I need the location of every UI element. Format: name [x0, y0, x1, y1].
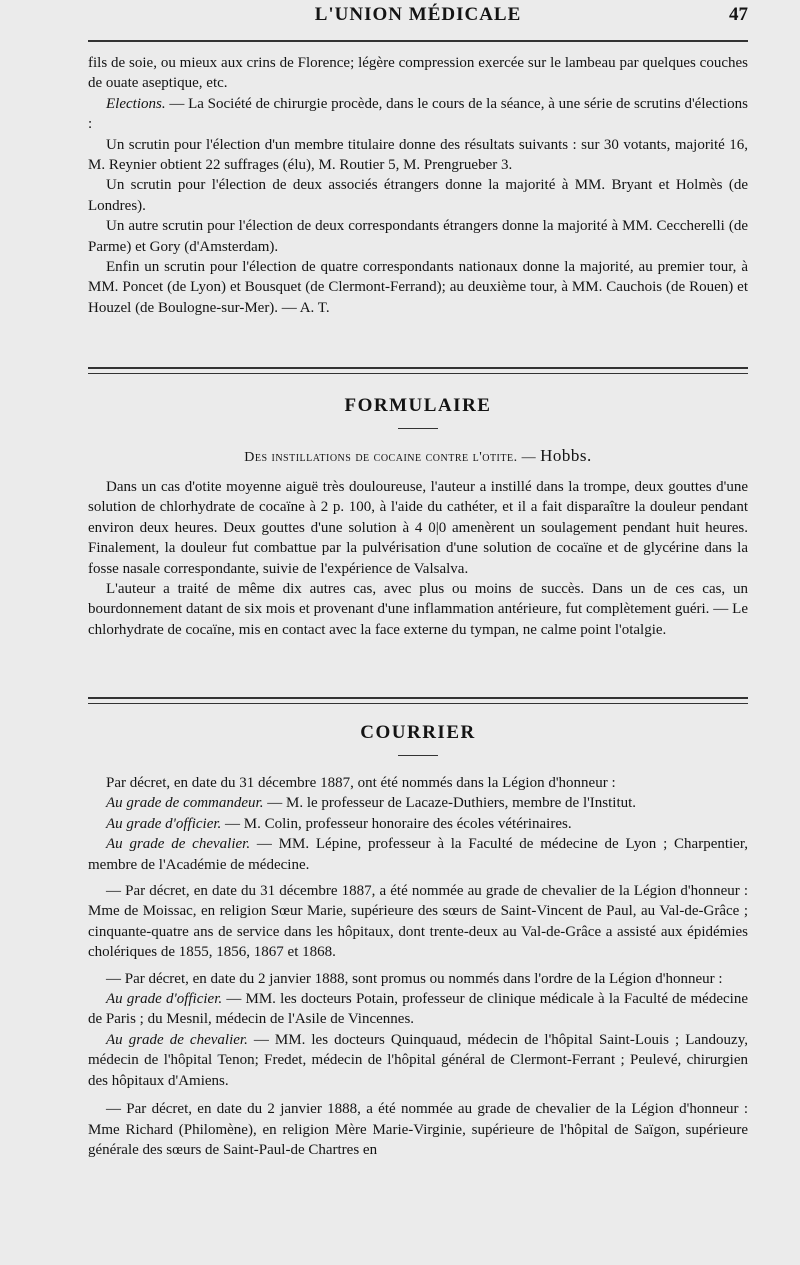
paragraph: Enfin un scrutin pour l'élection de quatre correspondants nationaux donne la majorité, au premier tour, à MM. Poncet (de Lyon) et Bousquet (de Clermont-Ferrand); au deuxième tour, à MM. Cauchois (de Rouen) et Houzel (de Boulogne-sur-Mer). — A. T. [88, 259, 748, 316]
paragraph-text: — MM. les docteurs Potain, professeur de clinique médicale à la Faculté de médecine de Paris ; du Mesnil, médecin de l'Asile de Vincennes. [88, 991, 748, 1028]
paragraph-label: Au grade d'officier. [106, 991, 223, 1008]
paragraph: — Par décret, en date du 2 janvier 1888, a été nommée au grade de chevalier de la Légion d'honneur : Mme Richard (Philomène), en religion Mère Marie-Virginie, supérieure de l'hôpital de Saïgon, supérieure générale des sœurs de Saint-Paul-de Chartres en [88, 1101, 748, 1158]
paragraph-label: Elections. [106, 95, 166, 112]
running-title: L'UNION MÉDICALE [314, 4, 522, 25]
article-title: Des instillations de cocaine contre l'otite. — [244, 450, 541, 465]
courrier-body [88, 773, 748, 1160]
paragraph-text: — MM. Lépine, professeur à la Faculté de médecine de Lyon ; Charpentier, membre de l'Académie de médecine. [88, 836, 748, 873]
page-number: 47 [729, 4, 748, 25]
paragraph: Un autre scrutin pour l'élection de deux correspondants étrangers donne la majorité à MM. Ceccherelli (de Parme) et Gory (d'Amsterdam). [88, 218, 748, 255]
title-underline [398, 428, 438, 429]
paragraph: L'auteur a traité de même dix autres cas, avec plus ou moins de succès. Dans un de ces cas, un bourdonnement datant de six mois et provenant d'une inflammation antérieure, fut complètement guéri. — Le chlorhydrate de cocaïne, mis en contact avec la face externe du tympan, ne calme point l'otalgie. [88, 581, 748, 638]
paragraph [88, 834, 748, 875]
paragraph: Un scrutin pour l'élection d'un membre titulaire donne des résultats suivants : sur 30 votants, majorité 16, M. Reynier obtient 22 suffrages (élu), M. Routier 5, M. Prengrueber 3. [88, 136, 748, 174]
paragraph: Dans un cas d'otite moyenne aiguë très douloureuse, l'auteur a instillé dans la trompe, deux gouttes d'une solution de chlorhydrate de cocaïne à 2 p. 100, à l'aide du cathéter, et il a fait disparaître la douleur pendant environ deux heures. Deux gouttes d'une solution à 4 0|0 amenèrent un soulagement pendant huit heures. Finalement, la douleur fut combattue par la pulvérisation d'une solution de cocaïne et de glycérine dans la fosse nasale correspondante, suivie de l'expérience de Valsalva. [88, 479, 748, 577]
paragraph [88, 1030, 748, 1091]
paragraph-text: — M. le professeur de Lacaze-Duthiers, membre de l'Institut. [263, 795, 637, 812]
paragraph-label: Au grade de chevalier. [106, 836, 251, 853]
section-title-formulaire: FORMULAIRE [344, 395, 492, 416]
header-rule [88, 40, 748, 42]
article-subtitle [88, 446, 748, 466]
paragraph-label: Au grade de chevalier. [106, 1031, 248, 1048]
paragraph-text: — MM. les docteurs Quinquaud, médecin de l'hôpital Saint-Louis ; Landouzy, médecin de l'hôpital Tenon; Fredet, médecin de l'hôpital général de Clermont-Ferrant ; Peulevé, chirurgien des hôpitaux d'Amiens. [88, 1031, 748, 1089]
paragraph: — Par décret, en date du 2 janvier 1888, sont promus ou nommés dans l'ordre de la Légion d'honneur : [106, 970, 723, 987]
paragraph-text: — M. Colin, professeur honoraire des écoles vétérinaires. [221, 815, 572, 832]
paragraph: — Par décret, en date du 31 décembre 1887, a été nommée au grade de chevalier de la Légion d'honneur : Mme de Moissac, en religion Sœur Marie, supérieure des sœurs de Saint-Vincent de Paul, au Val-de-Grâce ; cinquante-quatre ans de service dans les hôpitaux, dont trente-deux au Val-de-Grâce a assisté aux épidémies cholériques de 1855, 1856, 1867 et 1868. [88, 883, 748, 961]
title-underline [398, 755, 438, 756]
paragraph-text: — La Société de chirurgie procède, dans le cours de la séance, à une série de scrutins d'élections : [88, 95, 748, 133]
page-header [88, 4, 748, 34]
paragraph [88, 989, 748, 1030]
section-separator [88, 697, 748, 704]
paragraph [88, 793, 748, 813]
section-title-courrier: COURRIER [360, 722, 476, 743]
paragraph: Un scrutin pour l'élection de deux associés étrangers donne la majorité à MM. Bryant et Holmès (de Londres). [88, 177, 748, 214]
paragraph [88, 814, 748, 834]
formulaire-body [88, 477, 748, 640]
paragraph: Par décret, en date du 31 décembre 1887, ont été nommés dans la Légion d'honneur : [106, 775, 616, 791]
paragraph [88, 94, 748, 135]
paragraph-label: Au grade de commandeur. [106, 795, 264, 812]
paragraph: fils de soie, ou mieux aux crins de Florence; légère compression exercée sur le lambeau par quelques couches de ouate aseptique, etc. [88, 55, 748, 92]
elections-section [88, 53, 748, 318]
section-separator [88, 367, 748, 374]
article-author: Hobbs. [540, 446, 592, 465]
paragraph-label: Au grade d'officier. [106, 815, 222, 832]
